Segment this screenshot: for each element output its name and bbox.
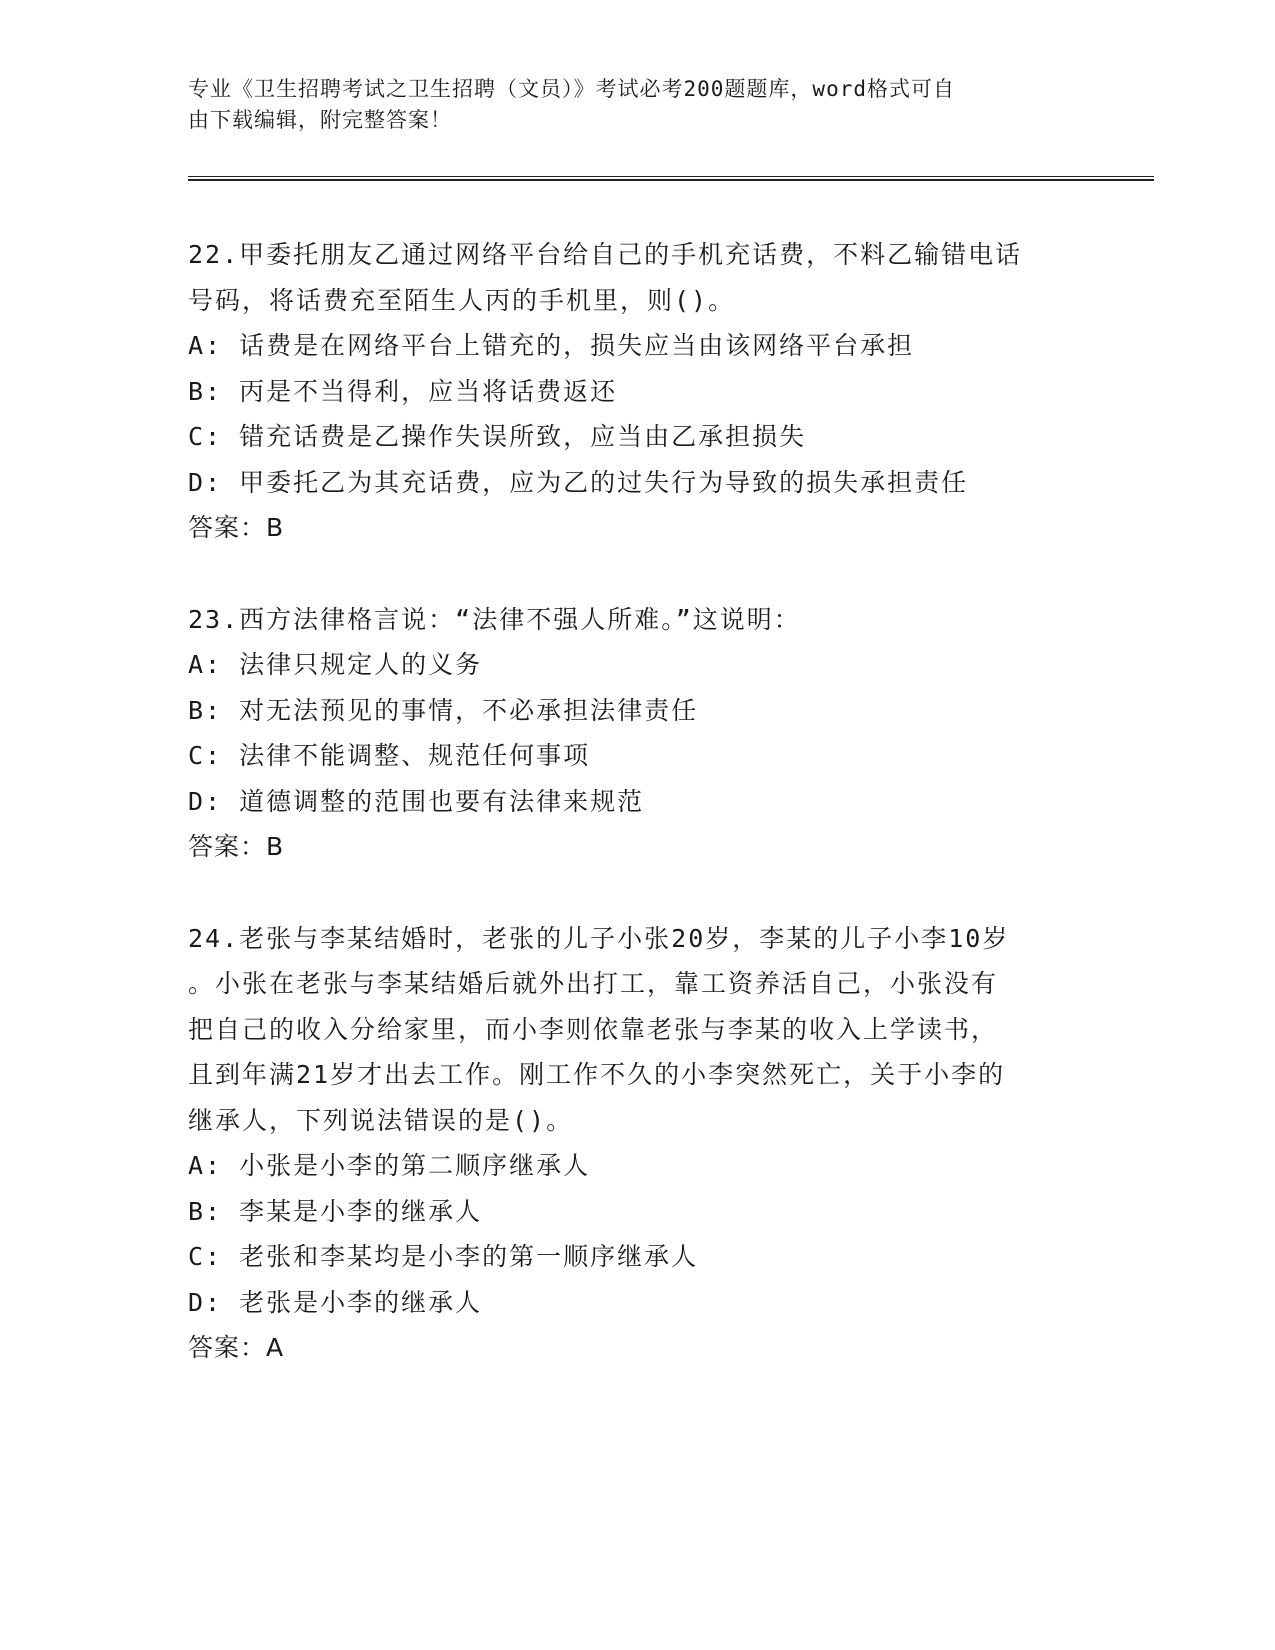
question-23 bbox=[188, 597, 1088, 870]
answer-label: 答案：B bbox=[188, 513, 285, 542]
option-a: A: 话费是在网络平台上错充的，损失应当由该网络平台承担 bbox=[188, 331, 915, 360]
option-b: B: 丙是不当得利，应当将话费返还 bbox=[188, 376, 618, 406]
question-stem-line: 且到年满21岁才出去工作。刚工作不久的小李突然死亡，关于小李的 bbox=[188, 1060, 1006, 1089]
question-stem-line: 。小张在老张与李某结婚后就外出打工，靠工资养活自己，小张没有 bbox=[188, 969, 999, 998]
question-stem-line: 24.老张与李某结婚时，老张的儿子小张20岁，李某的儿子小李10岁 bbox=[188, 923, 1010, 953]
option-a: A: 小张是小李的第二顺序继承人 bbox=[188, 1151, 591, 1180]
option-c: C: 错充话费是乙操作失误所致，应当由乙承担损失 bbox=[188, 422, 807, 451]
question-stem-line: 继承人，下列说法错误的是()。 bbox=[188, 1105, 574, 1135]
option-b: B: 对无法预见的事情，不必承担法律责任 bbox=[188, 695, 699, 725]
document-header bbox=[188, 74, 1068, 136]
question-stem-line: 22.甲委托朋友乙通过网络平台给自己的手机充话费，不料乙输错电话 bbox=[188, 240, 1023, 269]
question-list bbox=[188, 232, 1088, 1417]
header-line: 专业《卫生招聘考试之卫生招聘（文员）》考试必考200题题库，word格式可自 bbox=[188, 77, 955, 101]
option-d: D: 道德调整的范围也要有法律来规范 bbox=[188, 786, 645, 816]
question-stem-line: 把自己的收入分给家里，而小李则依靠老张与李某的收入上学读书， bbox=[188, 1014, 999, 1044]
question-24 bbox=[188, 916, 1088, 1371]
option-b: B: 李某是小李的继承人 bbox=[188, 1196, 483, 1226]
option-d: D: 甲委托乙为其充话费，应为乙的过失行为导致的损失承担责任 bbox=[188, 467, 969, 497]
answer-label: 答案：B bbox=[188, 832, 285, 861]
option-d: D: 老张是小李的继承人 bbox=[188, 1287, 483, 1317]
question-stem-line: 23.西方法律格言说：“法律不强人所难。”这说明： bbox=[188, 604, 801, 634]
question-22 bbox=[188, 232, 1088, 551]
option-c: C: 法律不能调整、规范任何事项 bbox=[188, 741, 591, 770]
option-a: A: 法律只规定人的义务 bbox=[188, 650, 483, 679]
header-line: 由下载编辑，附完整答案！ bbox=[188, 108, 452, 132]
answer-label: 答案：A bbox=[188, 1333, 285, 1362]
question-stem-line: 号码，将话费充至陌生人丙的手机里，则()。 bbox=[188, 285, 736, 315]
header-divider bbox=[188, 176, 1154, 181]
option-c: C: 老张和李某均是小李的第一顺序继承人 bbox=[188, 1242, 699, 1271]
